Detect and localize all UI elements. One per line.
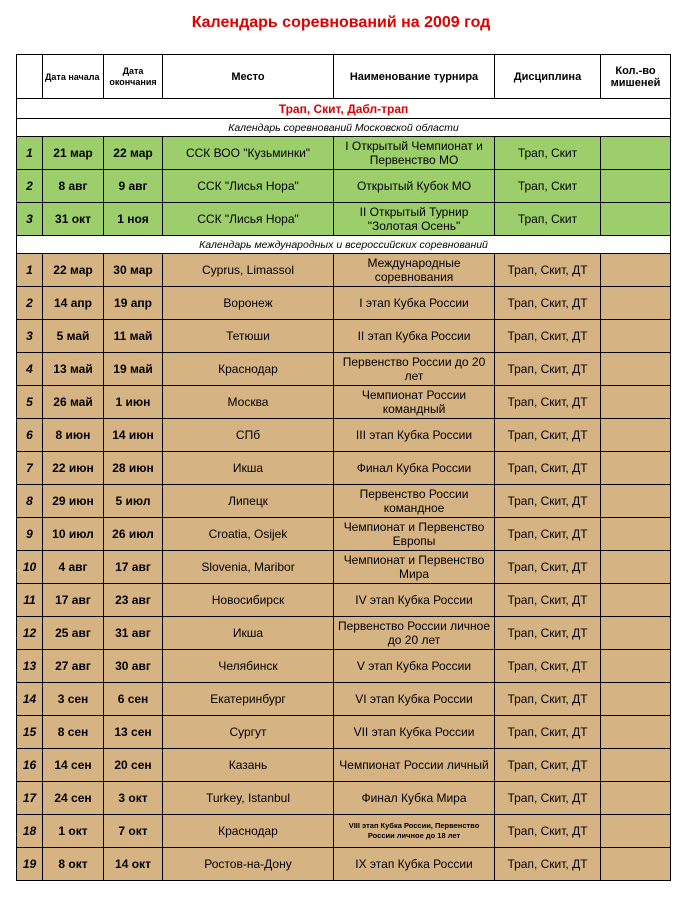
tournament-name: I этап Кубка России xyxy=(334,287,495,320)
table-row xyxy=(17,287,671,320)
targets-count xyxy=(601,584,671,617)
competition-calendar-table xyxy=(16,54,671,881)
start-date: 21 мар xyxy=(43,137,104,170)
place: Ростов-на-Дону xyxy=(163,848,334,881)
row-number: 12 xyxy=(17,617,43,650)
tournament-name: Первенство России до 20 лет xyxy=(334,353,495,386)
subsection-row-moscow xyxy=(17,119,671,137)
table-row xyxy=(17,386,671,419)
targets-count xyxy=(601,815,671,848)
end-date: 19 май xyxy=(104,353,163,386)
tournament-name: I Открытый Чемпионат и Первенство МО xyxy=(334,137,495,170)
tournament-name: Открытый Кубок МО xyxy=(334,170,495,203)
discipline: Трап, Скит xyxy=(495,137,601,170)
place: Краснодар xyxy=(163,353,334,386)
row-number: 15 xyxy=(17,716,43,749)
start-date: 31 окт xyxy=(43,203,104,236)
row-number: 8 xyxy=(17,485,43,518)
targets-count xyxy=(601,137,671,170)
place: Краснодар xyxy=(163,815,334,848)
row-number: 1 xyxy=(17,137,43,170)
subsection-title-international: Календарь международных и всероссийских соревнований xyxy=(17,236,671,254)
table-row xyxy=(17,617,671,650)
tournament-name: Первенство России личное до 20 лет xyxy=(334,617,495,650)
targets-count xyxy=(601,650,671,683)
discipline: Трап, Скит xyxy=(495,170,601,203)
targets-count xyxy=(601,485,671,518)
row-number: 19 xyxy=(17,848,43,881)
table-row xyxy=(17,848,671,881)
end-date: 11 май xyxy=(104,320,163,353)
header-end-date: Дата окончания xyxy=(104,55,163,99)
end-date: 14 окт xyxy=(104,848,163,881)
targets-count xyxy=(601,617,671,650)
discipline: Трап, Скит, ДТ xyxy=(495,320,601,353)
tournament-name: Первенство России командное xyxy=(334,485,495,518)
start-date: 25 авг xyxy=(43,617,104,650)
table-row xyxy=(17,683,671,716)
tournament-name: Чемпионат России командный xyxy=(334,386,495,419)
tournament-name: II этап Кубка России xyxy=(334,320,495,353)
header-row xyxy=(17,55,671,99)
tournament-name: VIII этап Кубка России, Первенство России личное до 18 лет xyxy=(334,815,495,848)
table-row xyxy=(17,353,671,386)
table-row xyxy=(17,485,671,518)
row-number: 18 xyxy=(17,815,43,848)
start-date: 22 июн xyxy=(43,452,104,485)
table-row xyxy=(17,551,671,584)
place: Новосибирск xyxy=(163,584,334,617)
table-row xyxy=(17,137,671,170)
row-number: 13 xyxy=(17,650,43,683)
start-date: 14 сен xyxy=(43,749,104,782)
row-number: 14 xyxy=(17,683,43,716)
place: Slovenia, Maribor xyxy=(163,551,334,584)
tournament-name: VII этап Кубка России xyxy=(334,716,495,749)
targets-count xyxy=(601,203,671,236)
row-number: 5 xyxy=(17,386,43,419)
targets-count xyxy=(601,782,671,815)
start-date: 8 сен xyxy=(43,716,104,749)
page-title: Календарь соревнований на 2009 год xyxy=(191,14,491,31)
end-date: 20 сен xyxy=(104,749,163,782)
targets-count xyxy=(601,848,671,881)
discipline: Трап, Скит, ДТ xyxy=(495,419,601,452)
targets-count xyxy=(601,551,671,584)
end-date: 22 мар xyxy=(104,137,163,170)
discipline: Трап, Скит, ДТ xyxy=(495,287,601,320)
start-date: 17 авг xyxy=(43,584,104,617)
table-row xyxy=(17,254,671,287)
place: Turkey, Istanbul xyxy=(163,782,334,815)
start-date: 26 май xyxy=(43,386,104,419)
discipline: Трап, Скит, ДТ xyxy=(495,584,601,617)
header-tournament-name: Наименование турнира xyxy=(334,55,495,99)
place: СПб xyxy=(163,419,334,452)
targets-count xyxy=(601,749,671,782)
place: Екатеринбург xyxy=(163,683,334,716)
start-date: 1 окт xyxy=(43,815,104,848)
discipline: Трап, Скит, ДТ xyxy=(495,551,601,584)
targets-count xyxy=(601,386,671,419)
targets-count xyxy=(601,716,671,749)
end-date: 17 авг xyxy=(104,551,163,584)
section-title: Трап, Скит, Дабл-трап xyxy=(17,99,671,119)
end-date: 13 сен xyxy=(104,716,163,749)
targets-count xyxy=(601,683,671,716)
start-date: 29 июн xyxy=(43,485,104,518)
discipline: Трап, Скит, ДТ xyxy=(495,749,601,782)
targets-count xyxy=(601,287,671,320)
end-date: 14 июн xyxy=(104,419,163,452)
table-row xyxy=(17,518,671,551)
end-date: 1 ноя xyxy=(104,203,163,236)
place: Челябинск xyxy=(163,650,334,683)
subsection-title-moscow: Календарь соревнований Московской области xyxy=(17,119,671,137)
discipline: Трап, Скит, ДТ xyxy=(495,848,601,881)
targets-count xyxy=(601,353,671,386)
end-date: 30 авг xyxy=(104,650,163,683)
start-date: 13 май xyxy=(43,353,104,386)
start-date: 27 авг xyxy=(43,650,104,683)
end-date: 3 окт xyxy=(104,782,163,815)
tournament-name: Финал Кубка России xyxy=(334,452,495,485)
row-number: 4 xyxy=(17,353,43,386)
end-date: 23 авг xyxy=(104,584,163,617)
discipline: Трап, Скит, ДТ xyxy=(495,782,601,815)
table-row xyxy=(17,815,671,848)
table-row xyxy=(17,452,671,485)
end-date: 19 апр xyxy=(104,287,163,320)
header-start-date: Дата начала xyxy=(43,55,104,99)
table-row xyxy=(17,170,671,203)
section-row xyxy=(17,99,671,119)
end-date: 7 окт xyxy=(104,815,163,848)
place: Тетюши xyxy=(163,320,334,353)
table-row xyxy=(17,203,671,236)
table-row xyxy=(17,650,671,683)
targets-count xyxy=(601,170,671,203)
header-targets: Кол.-во мишеней xyxy=(601,55,671,99)
discipline: Трап, Скит, ДТ xyxy=(495,683,601,716)
targets-count xyxy=(601,254,671,287)
discipline: Трап, Скит, ДТ xyxy=(495,353,601,386)
table-row xyxy=(17,320,671,353)
table-row xyxy=(17,584,671,617)
start-date: 14 апр xyxy=(43,287,104,320)
tournament-name: IV этап Кубка России xyxy=(334,584,495,617)
tournament-name: Международные соревнования xyxy=(334,254,495,287)
end-date: 31 авг xyxy=(104,617,163,650)
place: Воронеж xyxy=(163,287,334,320)
tournament-name: V этап Кубка России xyxy=(334,650,495,683)
place: ССК "Лисья Нора" xyxy=(163,170,334,203)
discipline: Трап, Скит, ДТ xyxy=(495,650,601,683)
start-date: 22 мар xyxy=(43,254,104,287)
tournament-name: Чемпионат и Первенство Мира xyxy=(334,551,495,584)
place: ССК "Лисья Нора" xyxy=(163,203,334,236)
end-date: 5 июл xyxy=(104,485,163,518)
end-date: 30 мар xyxy=(104,254,163,287)
discipline: Трап, Скит, ДТ xyxy=(495,716,601,749)
targets-count xyxy=(601,419,671,452)
tournament-name: IX этап Кубка России xyxy=(334,848,495,881)
place: ССК ВОО "Кузьминки" xyxy=(163,137,334,170)
row-number: 6 xyxy=(17,419,43,452)
row-number: 17 xyxy=(17,782,43,815)
start-date: 10 июл xyxy=(43,518,104,551)
row-number: 1 xyxy=(17,254,43,287)
subsection-row-international xyxy=(17,236,671,254)
start-date: 3 сен xyxy=(43,683,104,716)
place: Cyprus, Limassol xyxy=(163,254,334,287)
discipline: Трап, Скит xyxy=(495,203,601,236)
start-date: 8 авг xyxy=(43,170,104,203)
targets-count xyxy=(601,320,671,353)
row-number: 16 xyxy=(17,749,43,782)
discipline: Трап, Скит, ДТ xyxy=(495,386,601,419)
row-number: 3 xyxy=(17,203,43,236)
discipline: Трап, Скит, ДТ xyxy=(495,518,601,551)
discipline: Трап, Скит, ДТ xyxy=(495,485,601,518)
start-date: 8 окт xyxy=(43,848,104,881)
table-row xyxy=(17,782,671,815)
table-row xyxy=(17,749,671,782)
place: Москва xyxy=(163,386,334,419)
end-date: 28 июн xyxy=(104,452,163,485)
tournament-name: VI этап Кубка России xyxy=(334,683,495,716)
start-date: 8 июн xyxy=(43,419,104,452)
targets-count xyxy=(601,452,671,485)
tournament-name: II Открытый Турнир "Золотая Осень" xyxy=(334,203,495,236)
end-date: 26 июл xyxy=(104,518,163,551)
row-number: 10 xyxy=(17,551,43,584)
row-number: 2 xyxy=(17,170,43,203)
targets-count xyxy=(601,518,671,551)
discipline: Трап, Скит, ДТ xyxy=(495,815,601,848)
row-number: 3 xyxy=(17,320,43,353)
discipline: Трап, Скит, ДТ xyxy=(495,254,601,287)
start-date: 24 сен xyxy=(43,782,104,815)
row-number: 11 xyxy=(17,584,43,617)
start-date: 4 авг xyxy=(43,551,104,584)
header-place: Место xyxy=(163,55,334,99)
place: Липецк xyxy=(163,485,334,518)
table-row xyxy=(17,419,671,452)
end-date: 1 июн xyxy=(104,386,163,419)
row-number: 2 xyxy=(17,287,43,320)
place: Казань xyxy=(163,749,334,782)
tournament-name: Чемпионат России личный xyxy=(334,749,495,782)
tournament-name: Финал Кубка Мира xyxy=(334,782,495,815)
tournament-name: Чемпионат и Первенство Европы xyxy=(334,518,495,551)
table-row xyxy=(17,716,671,749)
tournament-name: III этап Кубка России xyxy=(334,419,495,452)
place: Croatia, Osijek xyxy=(163,518,334,551)
header-discipline: Дисциплина xyxy=(495,55,601,99)
place: Сургут xyxy=(163,716,334,749)
start-date: 5 май xyxy=(43,320,104,353)
discipline: Трап, Скит, ДТ xyxy=(495,452,601,485)
end-date: 9 авг xyxy=(104,170,163,203)
header-num xyxy=(17,55,43,99)
place: Икша xyxy=(163,452,334,485)
place: Икша xyxy=(163,617,334,650)
end-date: 6 сен xyxy=(104,683,163,716)
discipline: Трап, Скит, ДТ xyxy=(495,617,601,650)
row-number: 7 xyxy=(17,452,43,485)
row-number: 9 xyxy=(17,518,43,551)
